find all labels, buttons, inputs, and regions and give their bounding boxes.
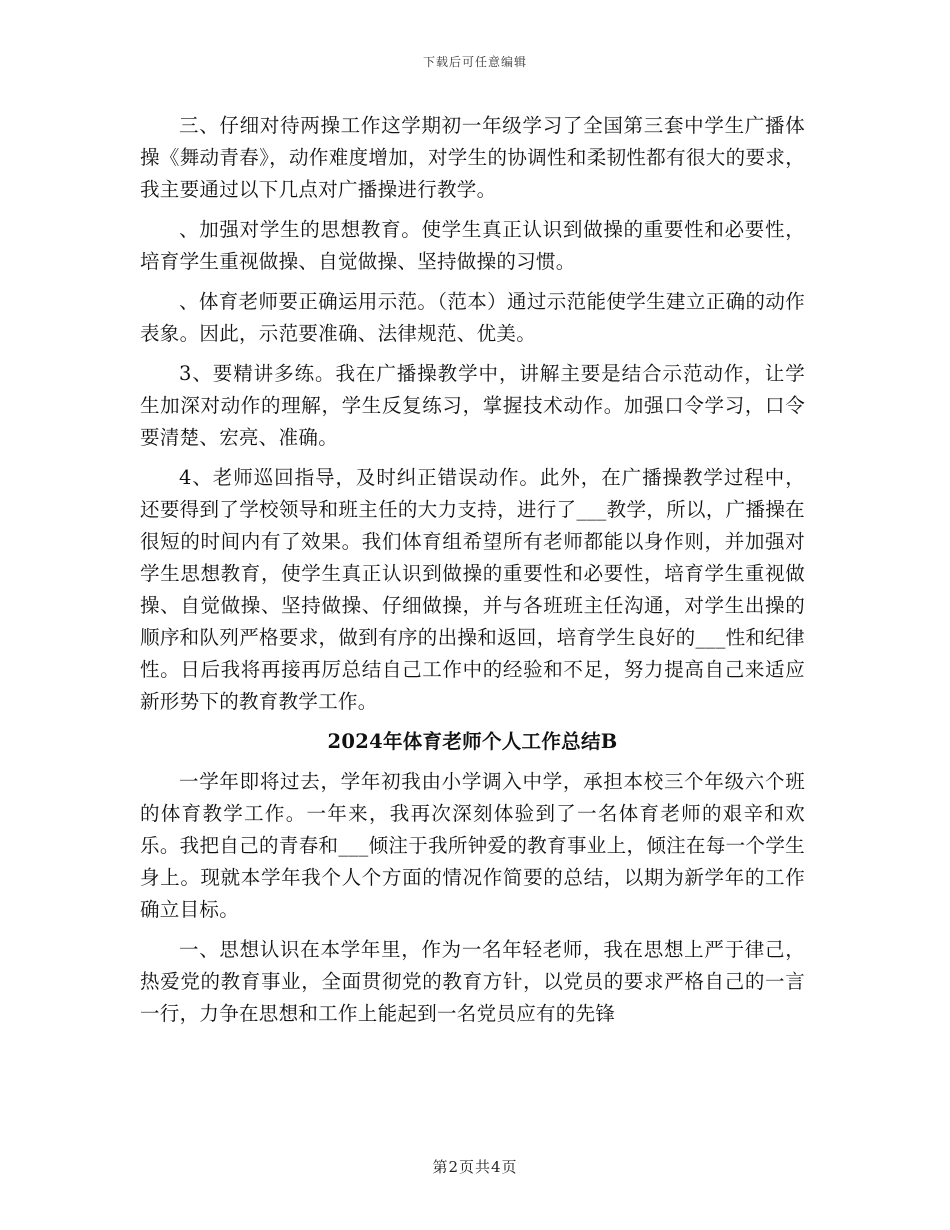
page-header: 下载后可任意编辑 — [422, 55, 527, 69]
section-title: 2024年体育老师个人工作总结B — [327, 730, 618, 753]
paragraph-guidance: 4、老师巡回指导，及时纠正错误动作。此外，在广播操教学过程中，还要得到了学校领导和班主任的大力支持，进行了___教学，所以，广播操在很短的时间内有了效果。我们体育组希望所有老师都能以身作则，并加强对学生思想教育，使学生真正认识到做操的重要性和必要性，培育学生重视做操、自觉做操、坚持做操、仔细做操，并与各班班主任沟通，对学生出操的顺序和队列严格要求，做到有序的出操和返回，培育学生良好的___性和纪律性。日后我将再接再厉总结自己工作中的经验和不足，努力提高自己来适应新形势下的教育教学工作。 — [140, 466, 805, 713]
paragraph-demonstration: 、体育老师要正确运用示范。（范本）通过示范能使学生建立正确的动作表象。因此，示范要准确、法律规范、优美。 — [140, 290, 805, 345]
paragraph-practice: 3、要精讲多练。我在广播操教学中，讲解主要是结合示范动作，让学生加深对动作的理解，学生反复练习，掌握技术动作。加强口令学习，口令要清楚、宏亮、准确。 — [140, 362, 805, 449]
page-footer: 第2页共4页 — [432, 1158, 518, 1176]
paragraph-two-exercises: 三、仔细对待两操工作这学期初一年级学习了全国第三套中学生广播体操《舞动青春》，动作难度增加，对学生的协调性和柔韧性都有很大的要求，我主要通过以下几点对广播操进行教学。 — [140, 114, 805, 201]
paragraph-ideology: 一、思想认识在本学年里，作为一名年轻老师，我在思想上严于律己，热爱党的教育事业，全面贯彻党的教育方针，以党员的要求严格自己的一言一行，力争在思想和工作上能起到一名党员应有的先锋 — [140, 938, 805, 1025]
paragraph-year-intro: 一学年即将过去，学年初我由小学调入中学，承担本校三个年级六个班的体育教学工作。一年来，我再次深刻体验到了一名体育老师的艰辛和欢乐。我把自己的青春和___倾注于我所钟爱的教育事业上，倾注在每一个学生身上。现就本学年我个人个方面的情况作简要的总结，以期为新学年的工作确立目标。 — [140, 770, 805, 921]
paragraph-ideology-education: 、加强对学生的思想教育。使学生真正认识到做操的重要性和必要性，培育学生重视做操、自觉做操、坚持做操的习惯。 — [140, 218, 805, 273]
document-body — [140, 110, 805, 1038]
